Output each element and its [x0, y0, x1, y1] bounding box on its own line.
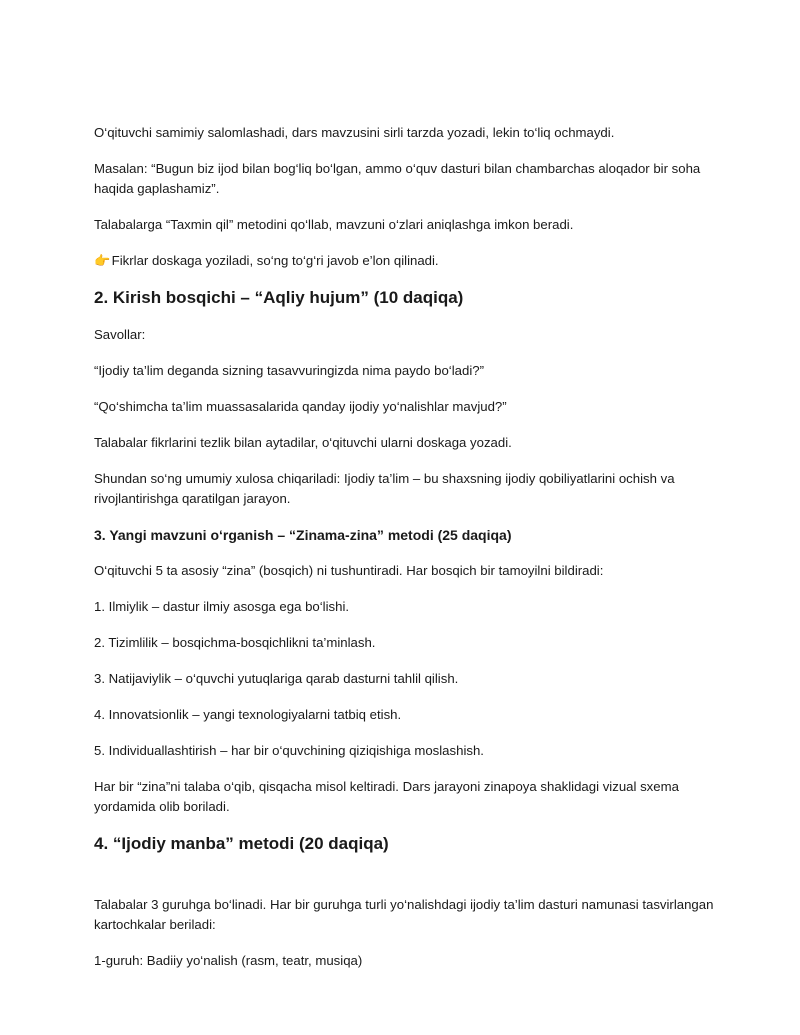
- board-paragraph: [94, 251, 734, 271]
- conclusion-paragraph: Shundan so‘ng umumiy xulosa chiqariladi: Ijodiy ta’lim – bu shaxsning ijodiy qobiliyatlarini ochish va rivojlantirishga qaratilgan jarayon.: [94, 471, 675, 506]
- example-paragraph: Masalan: “Bugun biz ijod bilan bog‘liq bo‘lgan, ammo o‘quv dasturi bilan chambarchas aloqador bir soha haqida gaplashamiz”.: [94, 161, 701, 196]
- list-item: 4. Innovatsionlik – yangi texnologiyalarni tatbiq etish.: [94, 707, 402, 722]
- students-answer-paragraph: Talabalar fikrlarini tezlik bilan aytadilar, o‘qituvchi ularni doskaga yozadi.: [94, 435, 512, 450]
- document-page: [94, 123, 734, 987]
- question-1: “Ijodiy ta’lim deganda sizning tasavvuringizda nima paydo bo‘ladi?”: [94, 363, 484, 378]
- questions-label: Savollar:: [94, 327, 146, 342]
- steps-intro-paragraph: O‘qituvchi 5 ta asosiy “zina” (bosqich) ni tushuntiradi. Har bosqich bir tamoyilni bildiradi:: [94, 563, 604, 578]
- list-item: 1. Ilmiylik – dastur ilmiy asosga ega bo‘lishi.: [94, 599, 350, 614]
- pointing-hand-icon: 👉: [94, 253, 111, 268]
- guess-method-paragraph: Talabalarga “Taxmin qil” metodini qo‘llab, mavzuni o‘zlari aniqlashga imkon beradi.: [94, 217, 574, 232]
- list-item: 2. Tizimlilik – bosqichma-bosqichlikni ta’minlash.: [94, 635, 376, 650]
- steps-summary-paragraph: Har bir “zina”ni talaba o‘qib, qisqacha misol keltiradi. Dars jarayoni zinapoya shaklidagi vizual sxema yordamida olib boriladi.: [94, 779, 679, 814]
- list-item: 5. Individuallashtirish – har bir o‘quvchining qiziqishiga moslashish.: [94, 743, 484, 758]
- groups-paragraph: Talabalar 3 guruhga bo‘linadi. Har bir guruhga turli yo‘nalishdagi ijodiy ta’lim dasturi namunasi tasvirlangan kartochkalar beriladi:: [94, 897, 714, 932]
- list-item: 3. Natijaviylik – o‘quvchi yutuqlariga qarab dasturni tahlil qilish.: [94, 671, 459, 686]
- board-paragraph-text: Fikrlar doskaga yoziladi, so‘ng to‘g‘ri javob e’lon qilinadi.: [111, 253, 439, 268]
- intro-paragraph: O‘qituvchi samimiy salomlashadi, dars mavzusini sirli tarzda yozadi, lekin to‘liq ochmaydi.: [94, 125, 615, 140]
- section-heading-2: 2. Kirish bosqichi – “Aqliy hujum” (10 daqiqa): [94, 288, 464, 307]
- group-1-paragraph: 1-guruh: Badiiy yo‘nalish (rasm, teatr, musiqa): [94, 953, 363, 968]
- question-2: “Qo‘shimcha ta’lim muassasalarida qanday ijodiy yo‘nalishlar mavjud?”: [94, 399, 507, 414]
- section-heading-3: 3. Yangi mavzuni o‘rganish – “Zinama-zina” metodi (25 daqiqa): [94, 527, 512, 543]
- spacer: [94, 871, 734, 895]
- section-heading-4: 4. “Ijodiy manba” metodi (20 daqiqa): [94, 834, 389, 853]
